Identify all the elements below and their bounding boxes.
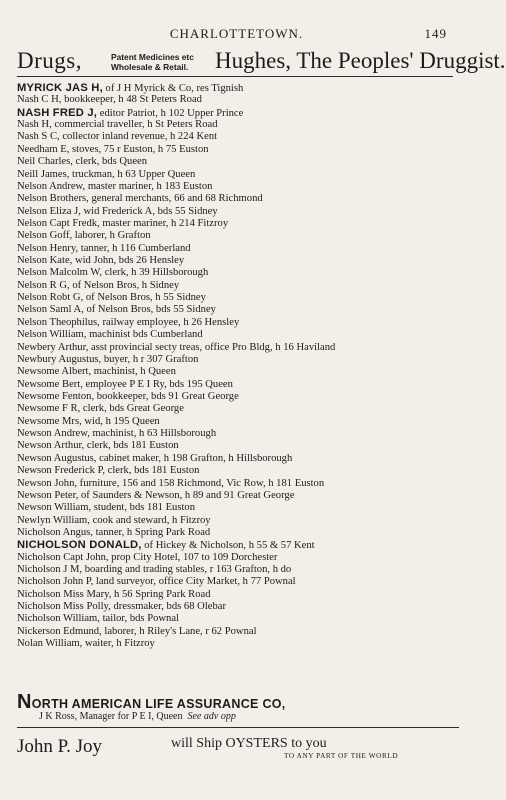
page-header bbox=[18, 26, 455, 44]
directory-entry bbox=[17, 193, 462, 205]
entry-name: Nelson Kate, bbox=[17, 255, 73, 267]
entry-details: dressmaker, bds 68 Olebar bbox=[110, 601, 226, 613]
entry-name: MYRICK JAS H, bbox=[17, 82, 103, 94]
directory-entry bbox=[17, 342, 462, 354]
directory-entry bbox=[17, 379, 462, 391]
directory-entry bbox=[17, 638, 462, 650]
entry-details: general merchants, 66 and 68 Richmond bbox=[88, 193, 263, 205]
directory-entry bbox=[17, 131, 462, 143]
insurance-see-adv: See adv opp bbox=[187, 711, 236, 722]
entry-name: Newsome Albert, bbox=[17, 366, 92, 378]
entry-name: NASH FRED J, bbox=[17, 106, 98, 119]
entry-name: Newbury Augustus, bbox=[17, 353, 102, 365]
directory-entry bbox=[17, 576, 462, 588]
entry-name: Nicholson Capt John, bbox=[17, 551, 109, 563]
entry-name: Newsome Mrs, bbox=[17, 415, 82, 427]
entry-details: collector inland revenue, h 224 Kent bbox=[59, 131, 218, 143]
entry-details: clerk, bds Queen bbox=[72, 156, 148, 168]
insurance-initial: N bbox=[17, 691, 32, 713]
entry-name: Nelson Saml A, bbox=[17, 304, 84, 316]
entry-name: Nash C H, bbox=[17, 94, 62, 106]
entry-name: Newson John, bbox=[17, 477, 78, 489]
entry-details: wid, h 195 Queen bbox=[81, 415, 160, 427]
entry-details: tanner, h 116 Cumberland bbox=[78, 242, 191, 254]
entry-name: Newson Peter, bbox=[17, 489, 79, 501]
oysters-advertisement bbox=[17, 727, 459, 764]
directory-entry bbox=[17, 119, 462, 131]
entry-details: commercial traveller, h St Peters Road bbox=[51, 119, 218, 131]
directory-entry bbox=[17, 490, 462, 502]
directory-entry bbox=[17, 218, 462, 230]
entry-name: Nicholson Miss Mary, bbox=[17, 588, 112, 600]
entry-name: Nash H, bbox=[17, 119, 52, 131]
entry-name: Newsome Bert, bbox=[17, 378, 83, 390]
entry-details: master mariner, h 183 Euston bbox=[85, 180, 213, 192]
directory-entry bbox=[17, 206, 462, 218]
entry-name: Nelson Capt Fredk, bbox=[17, 217, 100, 229]
oysters-ad-ship: will Ship OYSTERS to you bbox=[171, 736, 327, 751]
entry-details: editor Patriot, h 102 Upper Prince bbox=[97, 107, 244, 119]
ad-tagline-line1: Patent Medicines etc bbox=[111, 52, 194, 62]
entry-name: Newson Andrew, bbox=[17, 428, 90, 440]
entry-name: Newsome F R, bbox=[17, 403, 81, 415]
entry-details: land surveyor, office City Market, h 77 Pownal bbox=[93, 576, 296, 588]
entry-details: bookkeeper, bds 91 Great George bbox=[94, 390, 239, 402]
directory-entry bbox=[17, 292, 462, 304]
directory-entry bbox=[17, 465, 462, 477]
entry-name: Nicholson J M, bbox=[17, 564, 83, 576]
entry-name: Nelson Goff, bbox=[17, 230, 73, 242]
directory-entry bbox=[17, 255, 462, 267]
entry-details: of Nelson Bros, bds 55 Sidney bbox=[83, 304, 216, 316]
entry-name: Newson William, bbox=[17, 502, 92, 514]
entry-name: Nickerson Edmund, bbox=[17, 625, 102, 637]
entry-name: Nolan William, bbox=[17, 638, 83, 650]
entry-details: of Saunders & Newson, h 89 and 91 Great George bbox=[78, 489, 295, 501]
entry-details: railway employee, h 26 Hensley bbox=[99, 316, 240, 328]
directory-entry bbox=[17, 391, 462, 403]
insurance-advertisement bbox=[17, 691, 457, 723]
entry-name: Needham E, bbox=[17, 143, 70, 155]
directory-entry bbox=[17, 181, 462, 193]
ad-tagline-line2: Wholesale & Retail. bbox=[111, 61, 189, 72]
entry-details: of J H Myrick & Co, res Tignish bbox=[102, 83, 244, 94]
directory-entry bbox=[17, 329, 462, 341]
directory-entry bbox=[17, 107, 462, 119]
entry-details: buyer, h r 307 Grafton bbox=[101, 353, 199, 365]
oysters-ad-world: TO ANY PART OF THE WORLD bbox=[284, 752, 399, 760]
directory-entry bbox=[17, 144, 462, 156]
entry-details: master mariner, h 214 Fitzroy bbox=[99, 217, 229, 229]
entry-details: laborer, h Riley's Lane, r 62 Pownal bbox=[101, 625, 257, 637]
directory-entry bbox=[17, 317, 462, 329]
entry-name: NICHOLSON DONALD, bbox=[17, 539, 142, 552]
directory-entry bbox=[17, 453, 462, 465]
directory-entry bbox=[17, 280, 462, 292]
entry-details: laborer, h Grafton bbox=[72, 230, 151, 242]
directory-entry bbox=[17, 428, 462, 440]
entry-name: Nelson Robt G, bbox=[17, 292, 84, 304]
entry-details: clerk, bds 181 Euston bbox=[84, 440, 179, 452]
insurance-manager: J K Ross, Manager for P E I, Queen bbox=[39, 711, 183, 722]
oysters-ad-name: John P. Joy bbox=[17, 736, 102, 757]
entry-details: asst provincial secty treas, office Pro Bldg, h 16 Haviland bbox=[88, 341, 336, 353]
directory-entry bbox=[17, 502, 462, 514]
entry-name: Newsome Fenton, bbox=[17, 390, 95, 402]
entry-details: of Nelson Bros, h Sidney bbox=[69, 279, 180, 291]
ad-hughes-label: Hughes, The Peoples' Druggist. bbox=[215, 48, 506, 73]
entry-name: Neil Charles, bbox=[17, 156, 73, 168]
drugs-advertisement bbox=[17, 46, 506, 77]
directory-entry bbox=[17, 403, 462, 415]
entry-details: student, bds 181 Euston bbox=[91, 502, 196, 514]
entry-details: boarding and trading stables, r 163 Grafton, h do bbox=[82, 564, 292, 576]
entry-name: Newbery Arthur, bbox=[17, 341, 89, 353]
entry-details: of Nelson Bros, h 55 Sidney bbox=[83, 292, 206, 304]
entry-details: machinist, h 63 Hillsborough bbox=[89, 428, 217, 440]
ad-drugs-tagline bbox=[111, 53, 194, 72]
entry-name: Nicholson Angus, bbox=[17, 526, 93, 538]
directory-entry bbox=[17, 230, 462, 242]
entry-details: truckman, h 63 Upper Queen bbox=[69, 168, 196, 180]
page-title: CHARLOTTETOWN. bbox=[169, 26, 304, 41]
entry-details: waiter, h Fitzroy bbox=[82, 638, 155, 650]
entry-name: Nelson William, bbox=[17, 329, 87, 341]
entry-name: Nelson Andrew, bbox=[17, 180, 86, 192]
entry-name: Nelson Brothers, bbox=[17, 193, 89, 205]
entry-name: Nicholson John P, bbox=[17, 576, 94, 588]
entry-details: of Hickey & Nicholson, h 55 & 57 Kent bbox=[141, 540, 315, 552]
entry-details: prop City Hotel, 107 to 109 Dorchester bbox=[108, 551, 278, 563]
page-number: 149 bbox=[424, 26, 447, 41]
entry-details: bookkeeper, h 48 St Peters Road bbox=[61, 94, 202, 106]
entry-details: machinist bds Cumberland bbox=[86, 329, 203, 341]
directory-entry bbox=[17, 626, 462, 638]
entry-details: employee P E I Ry, bds 195 Queen bbox=[82, 378, 233, 390]
entry-name: Nicholson William, bbox=[17, 613, 100, 625]
directory-entry bbox=[17, 416, 462, 428]
entry-details: machinist, h Queen bbox=[91, 366, 176, 378]
directory-entry bbox=[17, 552, 462, 564]
directory-entry bbox=[17, 354, 462, 366]
directory-entry bbox=[17, 94, 462, 106]
entry-details: cook and steward, h Fitzroy bbox=[89, 514, 211, 526]
directory-entry bbox=[17, 267, 462, 279]
insurance-subline bbox=[39, 711, 457, 723]
entry-name: Neill James, bbox=[17, 168, 70, 180]
entry-name: Nelson Eliza J, bbox=[17, 205, 81, 217]
directory-entry bbox=[17, 539, 462, 551]
entry-name: Nelson Theophilus, bbox=[17, 316, 100, 328]
insurance-title bbox=[17, 691, 457, 713]
entry-name: Nelson Malcolm W, bbox=[17, 267, 103, 279]
directory-entries bbox=[17, 82, 462, 651]
directory-entry bbox=[17, 478, 462, 490]
entry-name: Newlyn William, bbox=[17, 514, 90, 526]
directory-entry bbox=[17, 564, 462, 576]
directory-entry bbox=[17, 169, 462, 181]
entry-details: clerk, h 39 Hillsborough bbox=[102, 267, 209, 279]
ad-drugs-label: Drugs, bbox=[17, 48, 82, 73]
entry-details: clerk, bds 181 Euston bbox=[104, 465, 200, 477]
directory-entry bbox=[17, 515, 462, 527]
directory-entry bbox=[17, 366, 462, 378]
entry-name: Nelson Henry, bbox=[17, 242, 79, 254]
directory-entry bbox=[17, 243, 462, 255]
insurance-name: ORTH AMERICAN LIFE ASSURANCE CO, bbox=[31, 697, 286, 711]
entry-details: tanner, h Spring Park Road bbox=[92, 526, 211, 538]
entry-details: tailor, bds Pownal bbox=[99, 613, 179, 625]
entry-name: Nash S C, bbox=[17, 131, 60, 143]
entry-name: Newson Arthur, bbox=[17, 440, 85, 452]
entry-details: cabinet maker, h 198 Grafton, h Hillsborough bbox=[96, 452, 293, 464]
entry-details: furniture, 156 and 158 Richmond, Vic Row, h 181 Euston bbox=[77, 477, 325, 489]
entry-details: wid John, bds 26 Hensley bbox=[72, 255, 185, 267]
entry-details: h 56 Spring Park Road bbox=[111, 588, 211, 600]
directory-entry bbox=[17, 613, 462, 625]
entry-details: stoves, 75 r Euston, h 75 Euston bbox=[69, 143, 209, 155]
entry-name: Nelson R G, bbox=[17, 279, 70, 291]
directory-entry bbox=[17, 82, 462, 94]
directory-entry bbox=[17, 304, 462, 316]
entry-details: wid Frederick A, bds 55 Sidney bbox=[80, 205, 218, 217]
entry-name: Nicholson Miss Polly, bbox=[17, 601, 111, 613]
directory-entry bbox=[17, 589, 462, 601]
directory-entry bbox=[17, 527, 462, 539]
entry-details: clerk, bds Great George bbox=[80, 403, 184, 415]
directory-entry bbox=[17, 601, 462, 613]
entry-name: Newson Augustus, bbox=[17, 452, 97, 464]
directory-entry bbox=[17, 440, 462, 452]
directory-entry bbox=[17, 156, 462, 168]
entry-name: Newson Frederick P, bbox=[17, 465, 105, 477]
